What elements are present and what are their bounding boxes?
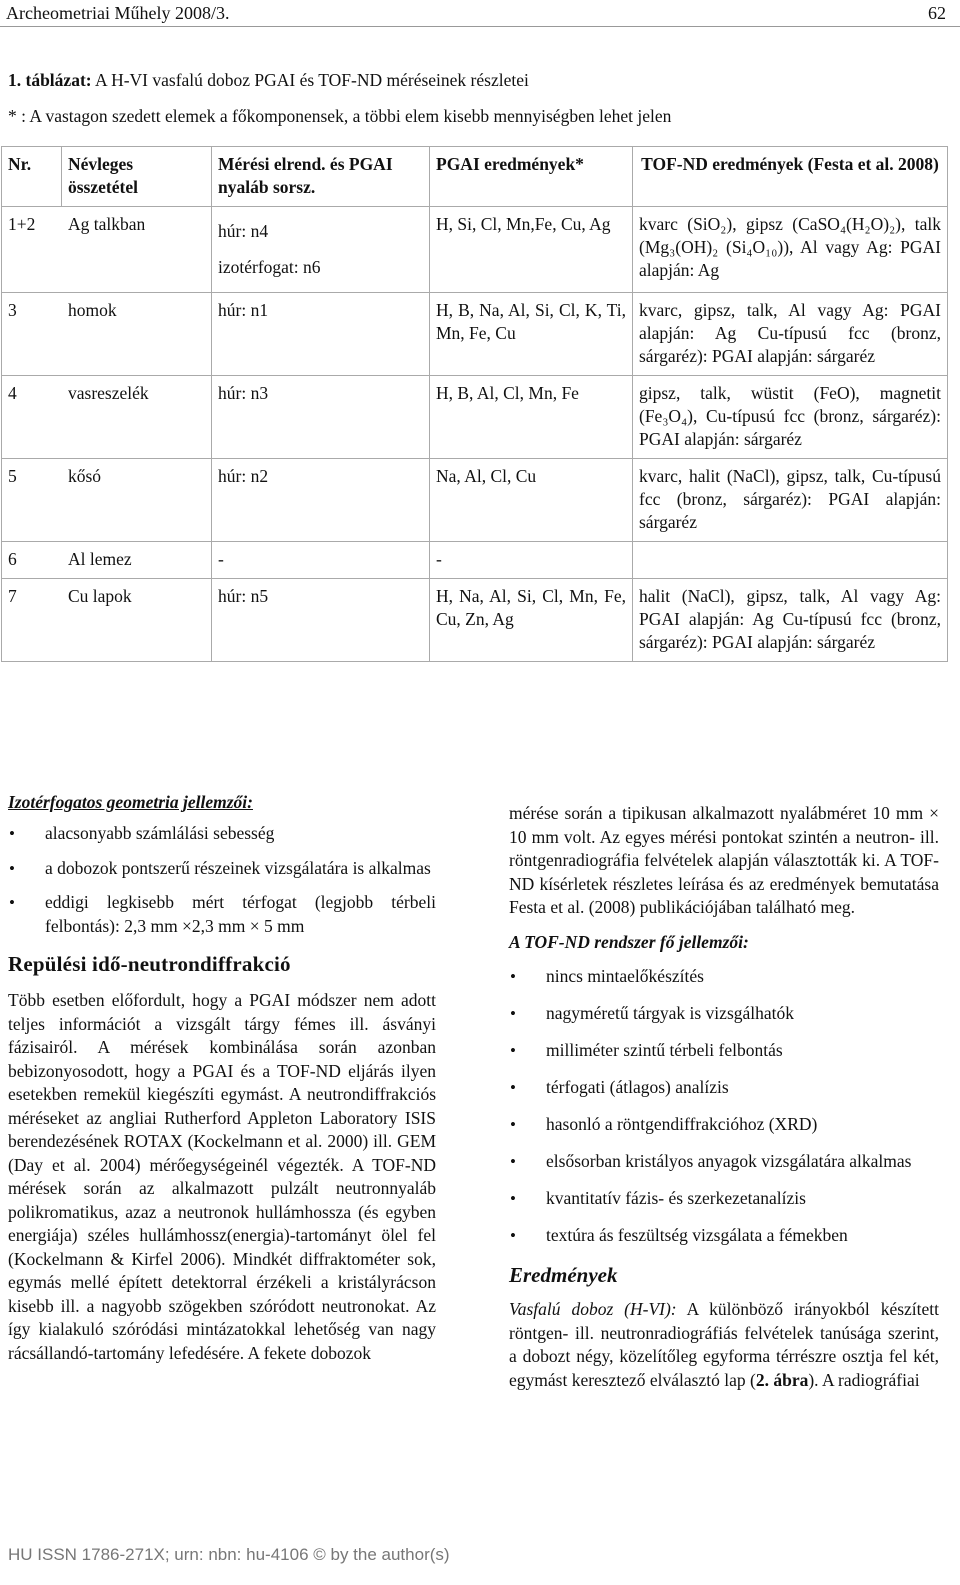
footer: HU ISSN 1786-271X; urn: nbn: hu-4106 © by the author(s) — [8, 1545, 450, 1564]
sample-number: 4 — [8, 383, 17, 403]
sample-composition: kősó — [68, 466, 102, 486]
list-item: • elsősorban kristályos anyagok vizsgálatára alkalmas — [509, 1150, 939, 1174]
table-cell — [633, 542, 948, 579]
sample-composition: vasreszelék — [68, 383, 149, 403]
list-item: • alacsonyabb számlálási sebesség — [8, 822, 436, 846]
sample-composition: Cu lapok — [68, 586, 132, 606]
table-cell: Na, Al, Cl, Cu — [430, 459, 633, 542]
list-item: • eddigi legkisebb mért térfogat (legjobb térbeli felbontás): 2,3 mm ×2,3 mm × 5 mm — [8, 891, 436, 938]
results-paragraph — [509, 1298, 939, 1392]
table-cell: kvarc, gipsz, talk, Al vagy Ag: PGAI alapján: Ag Cu-típusú fcc (bronz, sárgaréz): PGAI alapján: sárgaréz — [633, 293, 948, 376]
table-header-row — [2, 147, 948, 207]
sample-number: 7 — [8, 586, 17, 606]
right-column — [509, 802, 939, 1392]
results-title: Eredmények — [509, 1263, 618, 1287]
iso-bullet-list — [8, 822, 436, 938]
sample-number: 3 — [8, 300, 17, 320]
results-lead: Vasfalú doboz (H-VI): — [509, 1299, 677, 1319]
table-cell-sample — [2, 542, 212, 579]
table-cell: H, B, Al, Cl, Mn, Fe — [430, 376, 633, 459]
header-cell: Nr. — [2, 147, 62, 207]
results-text: ). A radiográfiai — [808, 1369, 920, 1390]
page-number: 62 — [928, 3, 946, 23]
table-cell-sample — [2, 207, 212, 293]
sample-number: 6 — [8, 549, 17, 569]
running-header — [0, 0, 960, 27]
sample-composition: Al lemez — [68, 549, 132, 569]
table-row — [2, 376, 948, 459]
journal-title: Archeometriai Műhely 2008/3. — [6, 3, 230, 23]
table-cell-sample — [2, 293, 212, 376]
list-item: • hasonló a röntgendiffrakcióhoz (XRD) — [509, 1113, 939, 1137]
results-table — [1, 146, 948, 662]
table-row — [2, 293, 948, 376]
tof-bullet-list — [509, 965, 939, 1248]
table-cell: H, Si, Cl, Mn,Fe, Cu, Ag — [430, 207, 633, 293]
table-caption — [8, 70, 529, 91]
table-row — [2, 459, 948, 542]
list-item: • milliméter szintű térbeli felbontás — [509, 1039, 939, 1063]
sample-number: 1+2 — [8, 214, 36, 234]
list-item: • nagyméretű tárgyak is vizsgálhatók — [509, 1002, 939, 1026]
table-row — [2, 579, 948, 662]
tof-heading: A TOF-ND rendszer fő jellemzői: — [509, 931, 749, 952]
table-cell: gipsz, talk, wüstit (FeO), magnetit (Fe₃O₄), Cu-típusú fcc (bronz, sárgaréz): PGAI alapján: sárgaréz — [633, 376, 948, 459]
table-cell: kvarc, halit (NaCl), gipsz, talk, Cu-típusú fcc (bronz, sárgaréz): PGAI alapján: sárgaréz — [633, 459, 948, 542]
table-cell: kvarc (SiO₂), gipsz (CaSO₄(H₂O)₂), talk (Mg₃(OH)₂ (Si₄O₁₀)), Al vagy Ag: PGAI alapján: Ag — [633, 207, 948, 293]
table-cell-sample — [2, 376, 212, 459]
body-paragraph: Több esetben előfordult, hogy a PGAI módszer nem adott teljes információt a vizsgált tárgy fémes ill. ásványi fázisairól. A mérések kombinálása során azonban bebizonyosodott, hogy a PGAI és a TOF-ND eljárás ilyen esetekben remekül kiegészíti egymást. A neutrondiffrakciós méréseket az angliai Rutherford Appleton Laboratory ISIS berendezésének ROTAX (Kockelmann et al. 2000) ill. GEM (Day et al. 2004) mérőegységeinél végezték. A TOF-ND mérések során az alkalmazott pulzált neutronnyaláb polikromatikus, azaz a neutronok hullámhossza (és egyben energiája) széles hullámhossz(energia)-tartományt ölel fel (Kockelmann & Kirfel 2006). Mindkét diffraktométer sok, egymás mellé épített detektorral érzékeli a kristályrácson kisebb ill. a nagyobb szögekben szóródott neutronokat. Az így kialakuló szóródási mintázatokkal lehetőség van nagy rácsállandó-tartomány lefedésére. A fekete dobozok — [8, 990, 436, 1363]
header-cell: TOF-ND eredmények (Festa et al. 2008) — [633, 147, 948, 207]
header-cell: Névleges összetétel — [62, 147, 212, 207]
results-text: A különböző irányokból készített röntgen- ill. neutronradiográfiás felvételek tanúsága szerint, a dobozt négy, közelítőleg egyforma térrészre osztja fel két, egymást keresztező elválasztó lap ( — [509, 1299, 940, 1390]
table-cell: húr: n5 — [212, 579, 430, 662]
figure-reference[interactable]: 2. ábra — [755, 1369, 809, 1390]
list-item: • térfogati (átlagos) analízis — [509, 1076, 939, 1100]
table-cell-sample — [2, 459, 212, 542]
sample-number: 5 — [8, 466, 17, 486]
table-caption-label: 1. táblázat: — [8, 70, 92, 90]
table-cell: húr: n1 — [212, 293, 430, 376]
header-cell: Mérési elrend. és PGAI nyaláb sorsz. — [212, 147, 430, 207]
body-paragraph: mérése során a tipikusan alkalmazott nyalábméret 10 mm × 10 mm volt. Az egyes mérési pontokat szintén a neutron- ill. röntgenradiográfia felvételek alapján választották ki. A TOF-ND kísérletek részletes leírása és az eredmények bemutatása Festa et al. (2008) publikációjában található meg. — [509, 803, 939, 917]
section-title: Repülési idő-neutrondiffrakció — [8, 952, 291, 976]
table-row — [2, 207, 948, 293]
table-cell: - — [212, 542, 430, 579]
list-item: • a dobozok pontszerű részeinek vizsgálatára is alkalmas — [8, 857, 436, 881]
table-cell: H, B, Na, Al, Si, Cl, K, Ti, Mn, Fe, Cu — [430, 293, 633, 376]
list-item: • textúra ás feszültség vizsgálata a fémekben — [509, 1224, 939, 1248]
table-cell: húr: n3 — [212, 376, 430, 459]
header-cell: PGAI eredmények* — [430, 147, 633, 207]
table-cell-sample — [2, 579, 212, 662]
sample-composition: Ag talkban — [68, 214, 146, 234]
left-column — [8, 792, 436, 1365]
table-cell: húr: n4 izotérfogat: n6 — [212, 207, 430, 293]
iso-heading: Izotérfogatos geometria jellemzői: — [8, 792, 253, 812]
sample-composition: homok — [68, 300, 117, 320]
table-cell: húr: n2 — [212, 459, 430, 542]
list-item: • kvantitatív fázis- és szerkezetanalízis — [509, 1187, 939, 1211]
table-caption-text: A H-VI vasfalú doboz PGAI és TOF-ND méréseinek részletei — [91, 70, 529, 90]
table-cell: - — [430, 542, 633, 579]
table-cell: H, Na, Al, Si, Cl, Mn, Fe, Cu, Zn, Ag — [430, 579, 633, 662]
table-row — [2, 542, 948, 579]
list-item: • nincs mintaelőkészítés — [509, 965, 939, 989]
table-note: * : A vastagon szedett elemek a főkomponensek, a többi elem kisebb mennyiségben lehet jelen — [8, 106, 672, 126]
table-cell: halit (NaCl), gipsz, talk, Al vagy Ag: PGAI alapján: Ag Cu-típusú fcc (bronz, sárgaréz): PGAI alapján: sárgaréz — [633, 579, 948, 662]
